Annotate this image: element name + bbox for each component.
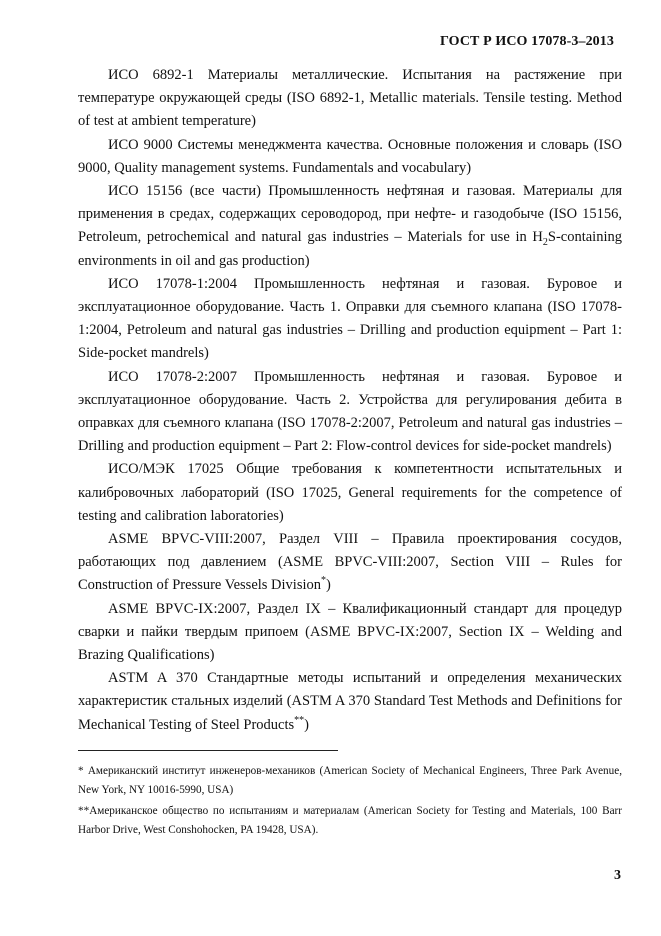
footnote-marker: ** bbox=[294, 714, 305, 726]
reference-text: ИСО 15156 (все части) Промышленность нефтяная и газовая. Материалы для применения в средах, содержащих сероводород, при нефте- и газодобыче (ISO 15156, Petroleum, petrochemical and natural gas industries – Materials for use in H bbox=[78, 183, 622, 246]
document-header: ГОСТ Р ИСО 17078-3–2013 bbox=[440, 34, 614, 49]
reference-text-cont: S-containing environments in oil and gas production) bbox=[78, 229, 622, 269]
reference-text-cont: ) bbox=[326, 577, 331, 594]
subscript: 2 bbox=[542, 237, 548, 249]
reference-astm-a370 bbox=[78, 667, 622, 737]
reference-text: ASTM A 370 Стандартные методы испытаний и определения механических характеристик стальных изделий (ASTM A 370 Standard Test Methods and Definitions for Mechanical Testing of Steel Products bbox=[78, 670, 622, 733]
reference-asme-bpvc-viii bbox=[78, 528, 622, 598]
reference-iso-iec-17025: ИСО/МЭК 17025 Общие требования к компетентности испытательных и калибровочных лабораторий (ISO 17025, General requirements for the competence of testing and calibration laboratories) bbox=[78, 461, 622, 524]
reference-iso-17078-1: ИСО 17078-1:2004 Промышленность нефтяная и газовая. Буровое и эксплуатационное оборудование. Часть 1. Оправки для съемного клапана (ISO 17078-1:2004, Petroleum and natural gas industries – Drilling and production equipment – Part 1: Side-pocket mandrels) bbox=[78, 275, 622, 362]
footnote-asme: * Американский институт инженеров-механиков (American Society of Mechanical Engineers, Three Park Avenue, New York, NY 10016-5990, USA) bbox=[78, 765, 622, 796]
reference-iso-9000: ИСО 9000 Системы менеджмента качества. Основные положения и словарь (ISO 9000, Quality management systems. Fundamentals and vocabulary) bbox=[78, 136, 622, 176]
references-list bbox=[78, 64, 622, 737]
footnote-marker: * bbox=[321, 575, 327, 587]
footnote-divider bbox=[78, 750, 338, 751]
reference-asme-bpvc-ix: ASME BPVC-IX:2007, Раздел IX – Квалификационный стандарт для процедур сварки и пайки твердым припоем (ASME BPVC-IX:2007, Section IX – Welding and Brazing Qualifications) bbox=[78, 600, 622, 664]
footnotes bbox=[78, 762, 622, 842]
reference-iso-15156 bbox=[78, 180, 622, 273]
reference-iso-17078-2: ИСО 17078-2:2007 Промышленность нефтяная и газовая. Буровое и эксплуатационное оборудование. Часть 2. Устройства для регулирования дебита в оправках для съемного клапана (ISO 17078-2:2007, Petroleum and natural gas industries – Drilling and production equipment – Part 2: Flow-control devices for side-pocket mandrels) bbox=[78, 368, 622, 455]
footnote-astm: **Американское общество по испытаниям и материалам (American Society for Testing and Materials, 100 Barr Harbor Drive, West Conshohocken, PA 19428, USA). bbox=[78, 805, 622, 836]
reference-iso-6892-1: ИСО 6892-1 Материалы металлические. Испытания на растяжение при температуре окружающей среды (ISO 6892-1, Metallic materials. Tensile testing. Method of test at ambient temperature) bbox=[78, 67, 622, 130]
page-number: 3 bbox=[614, 868, 621, 883]
reference-text: ASME BPVC-VIII:2007, Раздел VIII – Правила проектирования сосудов, работающих под давлением (ASME BPVC-VIII:2007, Section VIII – Rules for Construction of Pressure Vessels Division bbox=[78, 531, 622, 594]
reference-text-cont: ) bbox=[304, 716, 310, 733]
